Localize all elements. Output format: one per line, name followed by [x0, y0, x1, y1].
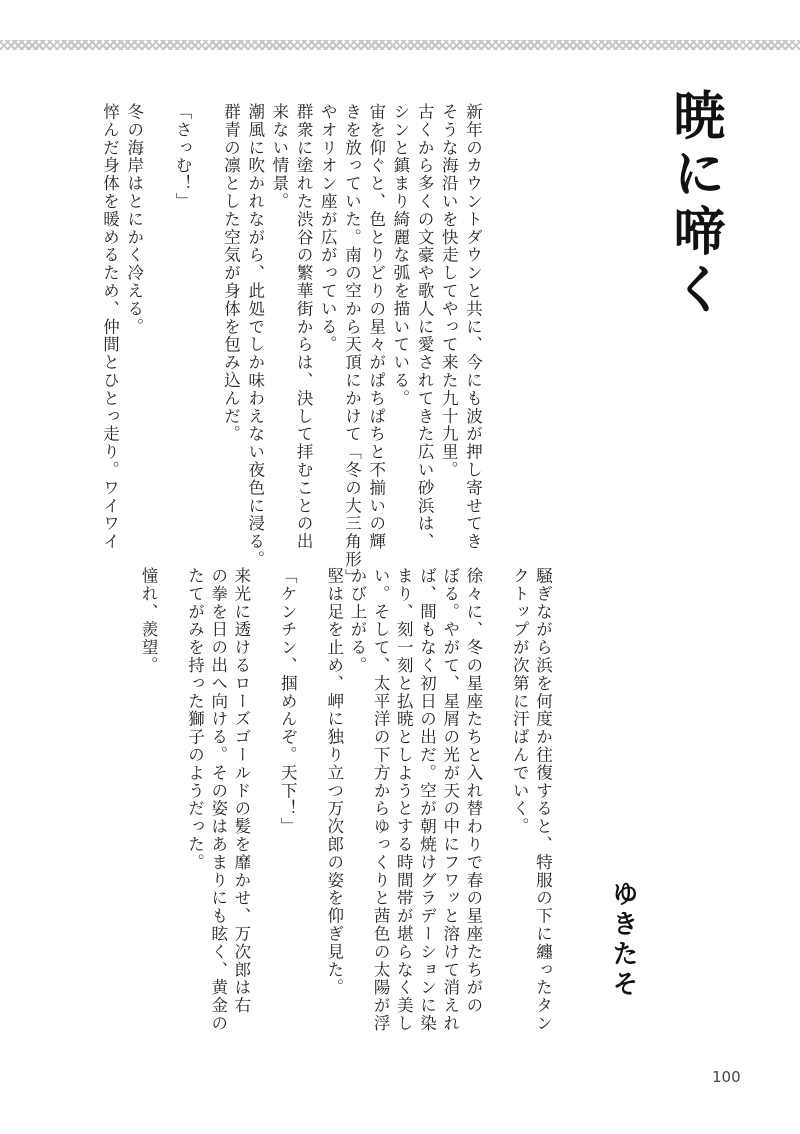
text-column: 来ない情景。: [269, 103, 289, 211]
text-column: 「さっむ！」: [173, 103, 193, 211]
page-number: 100: [712, 1068, 741, 1086]
text-column: 堅は足を止め、岬に独り立つ万次郎の姿を仰ぎ見た。: [324, 567, 344, 997]
text-column: 「ケンチン、掴めんぞ。天下！」: [278, 567, 298, 836]
text-column: 徐々に、冬の星座たちと入れ替わりで春の星座たちがの: [463, 567, 483, 1015]
text-column: 新年のカウントダウンと共に、今にも波が押し寄せてき: [463, 103, 483, 551]
text-column: 憧れ、羨望。: [139, 567, 159, 675]
author-name: ゆきたそ: [608, 880, 638, 1000]
text-column: い。そして、太平洋の下方からゆっくりと茜色の太陽が浮: [371, 567, 391, 1033]
text-column: ぼる。やがて、星屑の光が天の中にフワッと溶けて消えれ: [440, 567, 460, 1033]
text-column: ば、間もなく初日の出だ。空が朝焼けグラデーションに染: [417, 567, 437, 1033]
text-column: そうな海沿いを快走してやって来た九十九里。: [439, 103, 459, 479]
text-column: 群衆に塗れた渋谷の繁華街からは、決して拝むことの出: [294, 103, 314, 551]
text-column: 冬の海岸はとにかく冷える。: [124, 103, 144, 336]
text-column: 騒ぎながら浜を何度か往復すると、特服の下に纏ったタン: [533, 567, 553, 1033]
text-column: やオリオン座が広がっている。: [318, 103, 338, 354]
text-column: まり、刻一刻と払暁としようとする時間帯が堪らなく美し: [394, 567, 414, 1033]
text-column: きを放っていた。南の空から天頂にかけて「冬の大三角形」: [342, 103, 362, 587]
text-column: 潮風に吹かれながら、此処でしか味わえない夜色に浸る。: [245, 103, 265, 569]
text-column: 古くから多くの文豪や歌人に愛されてきた広い砂浜は、: [415, 103, 435, 551]
text-column: 宙を仰ぐと、色とりどりの星々がぱちぱちと不揃いの輝: [366, 103, 386, 551]
text-column: 群青の凛とした空気が身体を包み込んだ。: [221, 103, 241, 444]
text-column: 来光に透けるローズゴールドの髪を靡かせ、万次郎は右: [231, 567, 251, 1015]
text-column: 悴んだ身体を暖めるため、仲間とひとっ走り。ワイワイ: [100, 103, 120, 551]
story-title: 暁に啼く: [664, 88, 725, 320]
text-column: の拳を日の出へ向ける。その姿はあまりにも眩く、黄金の: [208, 567, 228, 1033]
text-column: かび上がる。: [347, 567, 367, 675]
text-column: たてがみを持った獅子のようだった。: [185, 567, 205, 872]
decorative-top-band: [0, 40, 800, 50]
text-column: シンと鎮まり綺麗な弧を描いている。: [390, 103, 410, 408]
text-column: クトップが次第に汗ばんでいく。: [510, 567, 530, 836]
